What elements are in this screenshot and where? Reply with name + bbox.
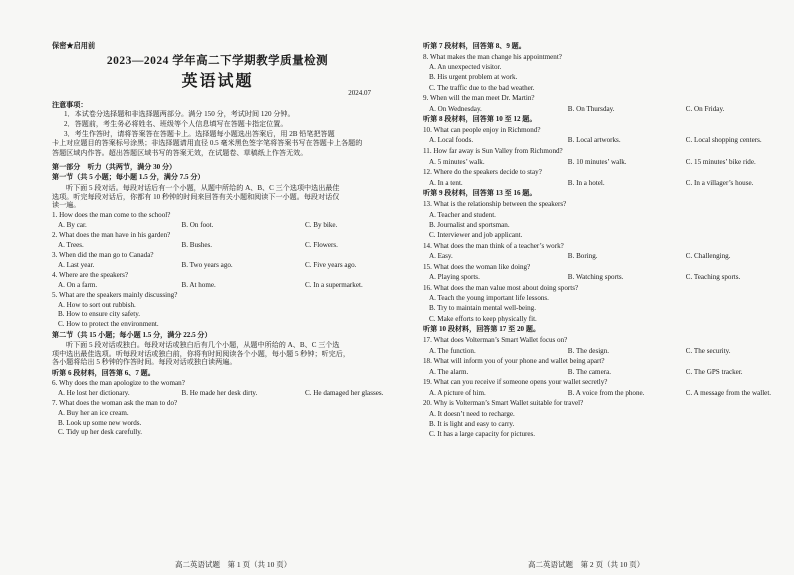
option-c[interactable]: C. Five years ago.: [305, 260, 357, 269]
notice-line: 卡上对应题目的答案标号涂黑；非选择题请用直径 0.5 毫米黑色签字笔将答案书写在答题卡上各题的: [52, 139, 363, 148]
option-c[interactable]: C. Make efforts to keep physically fit.: [429, 314, 537, 323]
notice-line: 1．本试卷分选择题和非选择题两部分。满分 150 分，考试时间 120 分钟。: [64, 110, 295, 119]
page-2: [397, 0, 794, 575]
option-a[interactable]: A. Last year.: [58, 260, 95, 269]
option-c[interactable]: C. Teaching sports.: [685, 273, 741, 282]
option-a[interactable]: A. How to sort out rubbish.: [58, 300, 136, 309]
notice-block: [52, 101, 383, 158]
options-row: [423, 179, 776, 188]
option-c[interactable]: C. In a supermarket.: [305, 280, 363, 289]
option-a[interactable]: A. In a tent.: [429, 178, 463, 187]
option-b[interactable]: B. Look up some new words.: [58, 418, 142, 427]
question-16: 16. What does the man value most about doing sports?: [423, 283, 579, 292]
option-c[interactable]: C. Interviewer and job applicant.: [429, 230, 523, 239]
option-b[interactable]: B. The design.: [567, 346, 610, 355]
option-a[interactable]: A. On Wednesday.: [429, 104, 482, 113]
notice-heading: 注意事项：: [52, 100, 88, 109]
option-a[interactable]: A. By car.: [58, 221, 87, 230]
option-a[interactable]: A. Buy her an ice cream.: [58, 408, 129, 417]
exam-subject: 英语试题: [181, 72, 254, 90]
option-c[interactable]: C. Tidy up her desk carefully.: [58, 428, 143, 437]
question-4: 4. Where are the speakers?: [52, 271, 129, 280]
question-6: 6. Why does the man apologize to the woman?: [52, 379, 185, 388]
question-7: 7. What does the woman ask the man to do?: [52, 399, 178, 408]
options-row: [52, 221, 383, 230]
option-b[interactable]: B. At home.: [181, 280, 216, 289]
options-row: [423, 368, 776, 377]
option-b[interactable]: B. Local artworks.: [567, 136, 621, 145]
options-row: [423, 252, 776, 261]
option-b[interactable]: B. How to ensure city safety.: [58, 310, 141, 319]
question-2: 2. What does the man have in his garden?: [52, 231, 171, 240]
confidential-mark: 保密★启用前: [52, 42, 96, 50]
option-a[interactable]: A. Easy.: [429, 252, 453, 261]
section-heading: 第二节（共 15 小题；每小题 1.5 分，满分 22.5 分）: [52, 330, 212, 339]
option-a[interactable]: A. 5 minutes’ walk.: [429, 157, 485, 166]
options-row: [423, 158, 776, 167]
option-c[interactable]: C. In a villager’s house.: [685, 178, 754, 187]
option-b[interactable]: B. 10 minutes’ walk.: [567, 157, 627, 166]
option-b[interactable]: B. Watching sports.: [567, 273, 624, 282]
notice-line: 答题区域内作答。超出答题区域书写的答案无效，在试题卷、草稿纸上作答无效。: [52, 149, 308, 158]
option-c[interactable]: C. 15 minutes’ bike ride.: [685, 157, 756, 166]
instruction-line: 听下面 5 段对话。每段对话后有一个小题，从题中所给的 A、B、C 三个选项中选出最佳: [66, 183, 340, 192]
group-heading: 听第 10 段材料，回答第 17 至 20 题。: [423, 325, 541, 334]
question-20: 20. Why is Volterman’s Smart Wallet suitable for travel?: [423, 399, 584, 408]
options-row: [423, 347, 776, 356]
option-b[interactable]: B. Bushes.: [181, 241, 213, 249]
option-a[interactable]: A. A picture of him.: [429, 388, 486, 397]
exam-title: 2023—2024 学年高二下学期教学质量检测: [106, 54, 329, 67]
instruction-line: 读一遍。: [52, 201, 81, 210]
options-row: [423, 389, 776, 398]
option-b[interactable]: B. Journalist and sportsman.: [429, 220, 510, 229]
section-heading: 第一节（共 5 小题；每小题 1.5 分，满分 7.5 分）: [52, 173, 205, 182]
question-8: 8. What makes the man change his appointment?: [423, 52, 562, 61]
option-c[interactable]: C. The security.: [685, 346, 731, 355]
part-heading: 第一部分 听力（共两节，满分 30 分）: [52, 162, 177, 171]
options-row: [52, 261, 383, 270]
option-a[interactable]: A. On a farm.: [58, 280, 98, 289]
options-row: [52, 241, 383, 250]
question-11: 11. How far away is Sun Valley from Richmond?: [423, 147, 563, 156]
instruction-line: 项中选出最佳选项。听每段对话或独白前，你将有时间阅读各个小题，每小题 5 秒钟；听完后，: [52, 349, 350, 358]
notice-line: 3．考生作答时，请将答案答在答题卡上。选择题每小题选出答案后，用 2B 铅笔把答题: [64, 129, 335, 138]
option-b[interactable]: B. In a hotel.: [567, 178, 605, 187]
option-a[interactable]: A. The alarm.: [429, 367, 469, 376]
exam-date: 2024.07: [348, 89, 371, 98]
question-9: 9. When will the man meet Dr. Martin?: [423, 94, 535, 103]
option-a[interactable]: A. Local foods.: [429, 136, 474, 145]
options-row: [423, 105, 776, 114]
option-c[interactable]: C. The GPS tracker.: [685, 367, 743, 376]
option-b[interactable]: B. Boring.: [567, 252, 598, 261]
option-b[interactable]: B. His urgent problem at work.: [429, 73, 518, 82]
option-b[interactable]: B. Try to maintain mental well-being.: [429, 304, 536, 313]
question-5: 5. What are the speakers mainly discussing?: [52, 290, 178, 299]
option-b[interactable]: B. He made her desk dirty.: [181, 388, 258, 397]
options-row: [423, 273, 776, 282]
question-13: 13. What is the relationship between the speakers?: [423, 200, 567, 209]
question-14: 14. What does the man think of a teacher’s work?: [423, 241, 564, 250]
question-17: 17. What does Volterman’s Smart Wallet focus on?: [423, 336, 568, 345]
instruction-line: 各小题将给出 5 秒钟的作答时间。每段对话或独白读两遍。: [52, 358, 237, 367]
option-c[interactable]: C. Challenging.: [685, 252, 731, 261]
option-c[interactable]: C. A message from the wallet.: [685, 388, 772, 397]
option-a[interactable]: A. The function.: [429, 346, 476, 355]
option-b[interactable]: B. On Thursday.: [567, 104, 615, 113]
group-heading: 听第 7 段材料，回答第 8、9 题。: [423, 42, 526, 50]
question-3: 3. When did the man go to Canada?: [52, 251, 154, 260]
question-18: 18. What will inform you of your phone and wallet being apart?: [423, 357, 605, 366]
group-heading: 听第 8 段材料，回答第 10 至 12 题。: [423, 115, 537, 124]
group-heading: 听第 6 段材料，回答第 6、7 题。: [52, 369, 155, 378]
option-a[interactable]: A. Teacher and student.: [429, 210, 496, 219]
option-b[interactable]: B. A voice from the phone.: [567, 388, 645, 397]
question-19: 19. What can you receive if someone opens your wallet secretly?: [423, 378, 608, 387]
options-row: [52, 281, 383, 290]
option-a[interactable]: A. It doesn’t need to recharge.: [429, 409, 515, 418]
option-c[interactable]: C. The traffic due to the bad weather.: [429, 83, 535, 92]
option-c[interactable]: C. By bike.: [305, 221, 338, 230]
option-a[interactable]: A. He lost her dictionary.: [58, 388, 130, 397]
question-10: 10. What can people enjoy in Richmond?: [423, 126, 541, 135]
option-c[interactable]: C. He damaged her glasses.: [305, 388, 384, 397]
option-c[interactable]: C. It has a large capacity for pictures.: [429, 430, 536, 439]
options-row: [423, 136, 776, 145]
instruction-line: 听下面 5 段对话或独白。每段对话或独白后有几个小题，从题中所给的 A、B、C 三个选: [66, 341, 340, 350]
options-row: [52, 389, 383, 398]
option-a[interactable]: A. Playing sports.: [429, 273, 480, 282]
option-c[interactable]: C. On Friday.: [685, 104, 725, 113]
instruction-line: 选项。听完每段对话后，你都有 10 秒钟的时间来回答有关小题和阅读下一小题。每段对话仅: [52, 192, 340, 201]
option-c[interactable]: C. Flowers.: [305, 241, 338, 249]
option-b[interactable]: B. The camera.: [567, 367, 611, 376]
question-15: 15. What does the woman like doing?: [423, 262, 531, 271]
question-1: 1. How does the man come to the school?: [52, 211, 171, 220]
option-a[interactable]: A. An unexpected visitor.: [429, 63, 502, 72]
option-a[interactable]: A. Trees.: [58, 241, 84, 249]
page-footer: 高二英语试题 第 2 页（共 10 页）: [528, 559, 645, 569]
option-c[interactable]: C. How to protect the environment.: [58, 319, 159, 328]
option-c[interactable]: C. Local shopping centers.: [685, 136, 762, 145]
option-b[interactable]: B. Two years ago.: [181, 260, 233, 269]
page-footer: 高二英语试题 第 1 页（共 10 页）: [175, 559, 292, 569]
notice-line: 2．答题前，考生务必将姓名、班级等个人信息填写在答题卡指定位置。: [64, 120, 288, 129]
question-12: 12. Where do the speakers decide to stay?: [423, 168, 542, 177]
option-b[interactable]: B. It is light and easy to carry.: [429, 419, 515, 428]
option-a[interactable]: A. Teach the young important life lessons.: [429, 294, 549, 303]
group-heading: 听第 9 段材料，回答第 13 至 16 题。: [423, 189, 537, 198]
option-b[interactable]: B. On foot.: [181, 221, 214, 230]
